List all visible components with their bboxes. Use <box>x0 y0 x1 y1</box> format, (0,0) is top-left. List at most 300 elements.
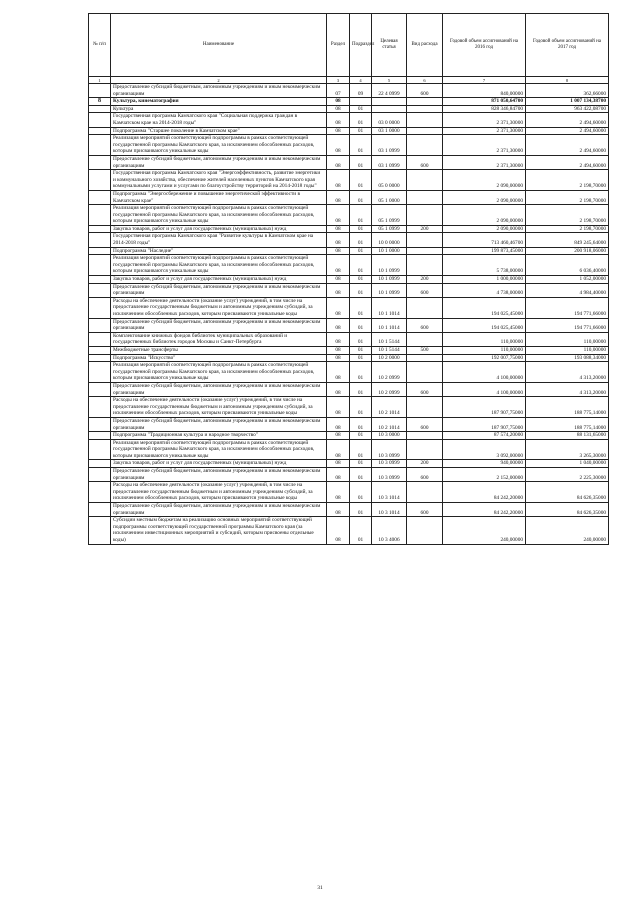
row-podrazdel: 01 <box>350 105 372 113</box>
row-amount-2016: 2 152,00000 <box>443 468 526 482</box>
row-amount-2017: 2 494,60000 <box>526 113 609 127</box>
row-razdel: 08 <box>327 397 350 418</box>
row-name: Предоставление субсидий бюджетным, автономным учреждениям и иным некоммерческим организациям <box>111 84 327 98</box>
row-number <box>89 503 111 517</box>
row-amount-2017: 188 775,14000 <box>526 417 609 431</box>
row-number <box>89 397 111 418</box>
row-razdel: 08 <box>327 468 350 482</box>
row-amount-2017: 194 771,66000 <box>526 297 609 318</box>
row-razdel: 08 <box>327 417 350 431</box>
row-amount-2017: 84 626,35000 <box>526 503 609 517</box>
row-target-article: 10 2 0000 <box>372 354 407 362</box>
table-row <box>89 318 609 332</box>
row-expense-type <box>407 432 443 440</box>
row-number <box>89 432 111 440</box>
row-target-article: 10 2 0999 <box>372 382 407 396</box>
table-row <box>89 397 609 418</box>
table-row <box>89 482 609 503</box>
row-target-article: 10 1 0000 <box>372 247 407 255</box>
row-number: 8 <box>89 98 111 106</box>
row-name: Подпрограмма "Искусство" <box>111 354 327 362</box>
row-target-article: 03 1 0999 <box>372 155 407 169</box>
row-amount-2017: 194 771,66000 <box>526 318 609 332</box>
table-row <box>89 170 609 191</box>
row-number <box>89 354 111 362</box>
row-target-article: 22 4 0999 <box>372 84 407 98</box>
row-podrazdel: 01 <box>350 503 372 517</box>
table-row <box>89 439 609 460</box>
row-amount-2017: 193 088,34000 <box>526 354 609 362</box>
row-podrazdel: 01 <box>350 135 372 156</box>
row-expense-type: 500 <box>407 346 443 354</box>
row-amount-2016: 84 242,20000 <box>443 482 526 503</box>
table-row <box>89 127 609 135</box>
row-amount-2017: 2 494,60000 <box>526 127 609 135</box>
table-row <box>89 297 609 318</box>
row-razdel: 08 <box>327 354 350 362</box>
row-amount-2016: 187 907,75000 <box>443 417 526 431</box>
row-amount-2016: 940,00000 <box>443 460 526 468</box>
row-podrazdel: 01 <box>350 113 372 127</box>
row-name: Реализация мероприятий соответствующей подпрограммы в рамках соответствующей государственной программы Камчатского края, за исключением обособленных расходов, которым присваиваются уникальные коды <box>111 439 327 460</box>
row-number <box>89 417 111 431</box>
row-podrazdel: 01 <box>350 432 372 440</box>
row-target-article: 10 3 1014 <box>372 482 407 503</box>
table-row <box>89 432 609 440</box>
row-amount-2016: 713 460,46700 <box>443 233 526 247</box>
row-amount-2017: 1 040,00000 <box>526 460 609 468</box>
row-expense-type <box>407 255 443 276</box>
row-razdel: 08 <box>327 155 350 169</box>
row-amount-2017: 84 626,35000 <box>526 482 609 503</box>
row-target-article: 10 1 1014 <box>372 297 407 318</box>
row-podrazdel: 01 <box>350 417 372 431</box>
table-row <box>89 362 609 383</box>
row-razdel: 08 <box>327 283 350 297</box>
row-podrazdel: 01 <box>350 318 372 332</box>
row-podrazdel: 01 <box>350 482 372 503</box>
row-podrazdel: 01 <box>350 382 372 396</box>
column-number: 8 <box>526 77 609 84</box>
row-amount-2017: 4 313,20000 <box>526 382 609 396</box>
row-name: Государственная программа Камчатского края "Энергоэффективность, развитие энергетики и коммунального хозяйства, обеспечение жителей населенных пунктов Камчатского края коммунальными услугами и услугами по благоустройству территорий на 2014-2018 годы" <box>111 170 327 191</box>
row-amount-2016: 110,00000 <box>443 346 526 354</box>
row-number <box>89 297 111 318</box>
table-header-row <box>89 14 609 77</box>
row-amount-2016: 187 907,75000 <box>443 397 526 418</box>
row-expense-type <box>407 362 443 383</box>
row-number <box>89 362 111 383</box>
row-amount-2016: 2 371,30000 <box>443 155 526 169</box>
column-number: 1 <box>89 77 111 84</box>
row-name: Реализация мероприятий соответствующей подпрограммы в рамках соответствующей государственной программы Камчатского края, за исключением обособленных расходов, которым присваиваются уникальные коды <box>111 205 327 226</box>
row-target-article: 05 0 0000 <box>372 170 407 191</box>
table-row <box>89 155 609 169</box>
column-number-row <box>89 77 609 84</box>
row-amount-2016: 4 100,00000 <box>443 382 526 396</box>
row-target-article: 10 3 1014 <box>372 503 407 517</box>
row-expense-type: 600 <box>407 382 443 396</box>
row-podrazdel: 01 <box>350 127 372 135</box>
row-amount-2016: 3 092,00000 <box>443 439 526 460</box>
row-number <box>89 276 111 284</box>
row-amount-2017: 2 494,60000 <box>526 155 609 169</box>
row-target-article: 10 3 0999 <box>372 439 407 460</box>
row-name: Подпрограмма "Старшее поколение в Камчатском крае" <box>111 127 327 135</box>
row-amount-2016: 2 371,30000 <box>443 127 526 135</box>
row-amount-2017: 240,00000 <box>526 517 609 544</box>
row-target-article: 10 3 4006 <box>372 517 407 544</box>
row-amount-2016: 828 346,84700 <box>443 105 526 113</box>
row-razdel: 08 <box>327 170 350 191</box>
row-target-article: 10 3 0999 <box>372 468 407 482</box>
row-name: Подпрограмма "Наследие" <box>111 247 327 255</box>
table-row <box>89 205 609 226</box>
table-row <box>89 84 609 98</box>
row-podrazdel: 09 <box>350 84 372 98</box>
row-expense-type: 200 <box>407 276 443 284</box>
row-podrazdel: 01 <box>350 170 372 191</box>
row-name: Субсидии местным бюджетам на реализацию основных мероприятий соответствующей подпрограммы соответствующей государственной программы Камчатского края (за исключением инвестиционных мероприятий и субсидий, которым присвоены отдельные коды) <box>111 517 327 544</box>
row-podrazdel: 01 <box>350 439 372 460</box>
row-expense-type <box>407 170 443 191</box>
row-razdel: 08 <box>327 382 350 396</box>
row-expense-type: 600 <box>407 283 443 297</box>
row-expense-type: 600 <box>407 417 443 431</box>
header-razdel: Раздел <box>327 14 350 77</box>
row-name: Подпрограмма "Энергосбережение и повышение энергетической эффективности в Камчатском крае" <box>111 190 327 204</box>
row-name: Расходы на обеспечение деятельности (оказание услуг) учреждений, в том числе на предоставление государственным бюджетным и автономным учреждениям субсидий, за исключением обособленных расходов, которым присваиваются уникальные коды <box>111 482 327 503</box>
row-amount-2016: 2 090,00000 <box>443 205 526 226</box>
row-amount-2017: 362,66000 <box>526 84 609 98</box>
row-amount-2016: 4 100,00000 <box>443 362 526 383</box>
table-row <box>89 460 609 468</box>
row-expense-type <box>407 190 443 204</box>
row-expense-type <box>407 397 443 418</box>
row-amount-2017: 88 131,65000 <box>526 432 609 440</box>
row-razdel: 08 <box>327 439 350 460</box>
table-row <box>89 113 609 127</box>
row-podrazdel <box>350 98 372 106</box>
row-target-article: 03 1 0000 <box>372 127 407 135</box>
row-amount-2016: 194 025,45000 <box>443 297 526 318</box>
row-target-article: 10 3 0999 <box>372 460 407 468</box>
row-podrazdel: 01 <box>350 362 372 383</box>
row-expense-type <box>407 247 443 255</box>
table-row <box>89 503 609 517</box>
row-target-article: 10 2 0999 <box>372 362 407 383</box>
row-number <box>89 233 111 247</box>
table-row <box>89 225 609 233</box>
row-razdel: 08 <box>327 318 350 332</box>
row-podrazdel: 01 <box>350 354 372 362</box>
row-amount-2017: 1 052,00000 <box>526 276 609 284</box>
column-number: 6 <box>407 77 443 84</box>
row-name: Предоставление субсидий бюджетным, автономным учреждениям и иным некоммерческим организациям <box>111 155 327 169</box>
row-razdel: 08 <box>327 346 350 354</box>
row-podrazdel: 01 <box>350 397 372 418</box>
row-podrazdel: 01 <box>350 205 372 226</box>
table-row <box>89 517 609 544</box>
row-target-article: 10 2 1014 <box>372 397 407 418</box>
row-name: Предоставление субсидий бюджетным, автономным учреждениям и иным некоммерческим организациям <box>111 283 327 297</box>
row-target-article: 10 1 0999 <box>372 255 407 276</box>
row-amount-2016: 840,00000 <box>443 84 526 98</box>
row-amount-2017: 6 036,40000 <box>526 255 609 276</box>
row-amount-2017: 2 494,60000 <box>526 135 609 156</box>
row-target-article: 03 0 0000 <box>372 113 407 127</box>
row-target-article: 05 1 0999 <box>372 225 407 233</box>
table-row <box>89 276 609 284</box>
row-razdel: 08 <box>327 113 350 127</box>
column-number: 7 <box>443 77 526 84</box>
row-amount-2016: 5 738,00000 <box>443 255 526 276</box>
row-expense-type: 600 <box>407 155 443 169</box>
row-razdel: 08 <box>327 135 350 156</box>
row-name: Реализация мероприятий соответствующей подпрограммы в рамках соответствующей государственной программы Камчатского края, за исключением обособленных расходов, которым присваиваются уникальные коды <box>111 135 327 156</box>
row-amount-2017: 110,00000 <box>526 332 609 346</box>
row-name: Подпрограмма "Традиционная культура и народное творчество" <box>111 432 327 440</box>
row-razdel: 08 <box>327 127 350 135</box>
row-razdel: 08 <box>327 225 350 233</box>
row-razdel: 08 <box>327 517 350 544</box>
row-number <box>89 155 111 169</box>
row-target-article: 10 1 0999 <box>372 276 407 284</box>
row-amount-2016: 2 371,30000 <box>443 135 526 156</box>
table-row <box>89 190 609 204</box>
row-razdel: 08 <box>327 297 350 318</box>
row-number <box>89 517 111 544</box>
row-expense-type <box>407 98 443 106</box>
row-podrazdel: 01 <box>350 297 372 318</box>
row-number <box>89 190 111 204</box>
table-row <box>89 468 609 482</box>
row-number <box>89 170 111 191</box>
header-expense-type: Вид расхода <box>407 14 443 77</box>
row-amount-2017: 2 225,30000 <box>526 468 609 482</box>
row-expense-type: 600 <box>407 503 443 517</box>
row-target-article: 10 1 5144 <box>372 346 407 354</box>
row-name: Комплектование книжных фондов библиотек муниципальных образований и государственных библиотек городов Москвы и Санкт-Петербурга <box>111 332 327 346</box>
row-number <box>89 113 111 127</box>
row-razdel: 08 <box>327 482 350 503</box>
table-row <box>89 332 609 346</box>
table-row <box>89 283 609 297</box>
row-number <box>89 247 111 255</box>
row-number <box>89 205 111 226</box>
row-podrazdel: 01 <box>350 468 372 482</box>
row-number <box>89 105 111 113</box>
row-amount-2016: 2 090,00000 <box>443 170 526 191</box>
row-target-article <box>372 105 407 113</box>
row-expense-type <box>407 517 443 544</box>
table-row <box>89 247 609 255</box>
row-expense-type: 600 <box>407 468 443 482</box>
row-amount-2017: 1 007 134,38700 <box>526 98 609 106</box>
row-name: Расходы на обеспечение деятельности (оказание услуг) учреждений, в том числе на предоставление государственным бюджетным и автономным учреждениям субсидий, за исключением обособленных расходов, которым присваиваются уникальные коды <box>111 297 327 318</box>
row-name: Закупка товаров, работ и услуг для государственных (муниципальных) нужд <box>111 460 327 468</box>
row-podrazdel: 01 <box>350 233 372 247</box>
row-podrazdel: 01 <box>350 332 372 346</box>
row-name: Государственная программа Камчатского края "Развитие культуры в Камчатском крае на 2014-2018 годы" <box>111 233 327 247</box>
row-name: Межбюджетные трансферты <box>111 346 327 354</box>
row-amount-2016: 87 574,20000 <box>443 432 526 440</box>
row-amount-2017: 2 198,70000 <box>526 170 609 191</box>
row-name: Расходы на обеспечение деятельности (оказание услуг) учреждений, в том числе на предоставление государственным бюджетным и автономным учреждениям субсидий, за исключением обособленных расходов, которым присваиваются уникальные коды <box>111 397 327 418</box>
row-razdel: 08 <box>327 205 350 226</box>
row-razdel: 08 <box>327 460 350 468</box>
row-razdel: 07 <box>327 84 350 98</box>
table-row <box>89 382 609 396</box>
row-podrazdel: 01 <box>350 276 372 284</box>
row-target-article: 10 1 0999 <box>372 283 407 297</box>
row-expense-type <box>407 332 443 346</box>
row-target-article: 10 2 1014 <box>372 417 407 431</box>
row-target-article: 10 3 0000 <box>372 432 407 440</box>
table-row <box>89 105 609 113</box>
header-podrazdel: Подраздел <box>350 14 372 77</box>
table-row <box>89 233 609 247</box>
row-amount-2017: 200 918,06000 <box>526 247 609 255</box>
row-number <box>89 382 111 396</box>
row-podrazdel: 01 <box>350 346 372 354</box>
row-target-article: 10 1 5144 <box>372 332 407 346</box>
row-target-article: 05 1 0999 <box>372 205 407 226</box>
row-expense-type: 200 <box>407 225 443 233</box>
row-name: Закупка товаров, работ и услуг для государственных (муниципальных) нужд <box>111 225 327 233</box>
row-amount-2017: 188 775,14000 <box>526 397 609 418</box>
row-amount-2016: 2 090,00000 <box>443 225 526 233</box>
row-name: Реализация мероприятий соответствующей подпрограммы в рамках соответствующей государственной программы Камчатского края, за исключением обособленных расходов, которым присваиваются уникальные коды <box>111 362 327 383</box>
row-amount-2016: 240,00000 <box>443 517 526 544</box>
header-number: № п/п <box>89 14 111 77</box>
header-target-article: Целевая статья <box>372 14 407 77</box>
row-expense-type <box>407 233 443 247</box>
row-amount-2017: 849 245,64000 <box>526 233 609 247</box>
row-name: Культура, кинематография <box>111 98 327 106</box>
table-row <box>89 346 609 354</box>
row-expense-type: 200 <box>407 460 443 468</box>
row-name: Предоставление субсидий бюджетным, автономным учреждениям и иным некоммерческим организациям <box>111 382 327 396</box>
row-amount-2016: 871 050,64700 <box>443 98 526 106</box>
row-amount-2016: 2 371,30000 <box>443 113 526 127</box>
row-expense-type <box>407 113 443 127</box>
row-expense-type: 600 <box>407 84 443 98</box>
row-name: Реализация мероприятий соответствующей подпрограммы в рамках соответствующей государственной программы Камчатского края, за исключением обособленных расходов, которым присваиваются уникальные коды <box>111 255 327 276</box>
row-amount-2017: 2 198,70000 <box>526 190 609 204</box>
row-expense-type <box>407 105 443 113</box>
row-podrazdel: 01 <box>350 155 372 169</box>
row-amount-2016: 192 007,75000 <box>443 354 526 362</box>
row-expense-type <box>407 135 443 156</box>
column-number: 2 <box>111 77 327 84</box>
row-amount-2016: 2 090,00000 <box>443 190 526 204</box>
row-number <box>89 460 111 468</box>
row-amount-2016: 110,00000 <box>443 332 526 346</box>
row-target-article <box>372 98 407 106</box>
row-podrazdel: 01 <box>350 247 372 255</box>
row-amount-2017: 3 265,30000 <box>526 439 609 460</box>
row-razdel: 08 <box>327 105 350 113</box>
row-expense-type: 600 <box>407 318 443 332</box>
header-amount-2017: Годовой объем ассигнований на 2017 год <box>526 14 609 77</box>
row-expense-type <box>407 205 443 226</box>
row-number <box>89 135 111 156</box>
row-razdel: 08 <box>327 233 350 247</box>
row-podrazdel: 01 <box>350 225 372 233</box>
row-amount-2017: 963 422,08700 <box>526 105 609 113</box>
table-row <box>89 255 609 276</box>
row-target-article: 05 1 0000 <box>372 190 407 204</box>
row-name: Предоставление субсидий бюджетным, автономным учреждениям и иным некоммерческим организациям <box>111 468 327 482</box>
page-number: 31 <box>317 885 323 891</box>
table-row <box>89 98 609 106</box>
row-number <box>89 255 111 276</box>
row-expense-type <box>407 439 443 460</box>
row-number <box>89 346 111 354</box>
row-razdel: 08 <box>327 276 350 284</box>
row-podrazdel: 01 <box>350 190 372 204</box>
row-number <box>89 283 111 297</box>
row-expense-type <box>407 297 443 318</box>
row-number <box>89 127 111 135</box>
row-name: Государственная программа Камчатского края "Социальная поддержка граждан в Камчатском крае на 2014-2018 годы" <box>111 113 327 127</box>
row-name: Предоставление субсидий бюджетным, автономным учреждениям и иным некоммерческим организациям <box>111 417 327 431</box>
row-number <box>89 225 111 233</box>
row-number <box>89 482 111 503</box>
row-razdel: 08 <box>327 332 350 346</box>
row-number <box>89 84 111 98</box>
row-podrazdel: 01 <box>350 460 372 468</box>
row-name: Культура <box>111 105 327 113</box>
row-name: Предоставление субсидий бюджетным, автономным учреждениям и иным некоммерческим организациям <box>111 503 327 517</box>
column-number: 3 <box>327 77 350 84</box>
row-target-article: 10 0 0000 <box>372 233 407 247</box>
row-amount-2016: 4 738,00000 <box>443 283 526 297</box>
row-expense-type <box>407 127 443 135</box>
row-amount-2017: 2 198,70000 <box>526 205 609 226</box>
row-razdel: 08 <box>327 503 350 517</box>
header-name: Наименование <box>111 14 327 77</box>
row-razdel: 08 <box>327 255 350 276</box>
budget-table <box>88 13 609 545</box>
row-number <box>89 468 111 482</box>
row-name: Закупка товаров, работ и услуг для государственных (муниципальных) нужд <box>111 276 327 284</box>
row-number <box>89 439 111 460</box>
row-amount-2017: 4 313,20000 <box>526 362 609 383</box>
row-razdel: 08 <box>327 98 350 106</box>
table-row <box>89 135 609 156</box>
row-amount-2017: 2 198,70000 <box>526 225 609 233</box>
row-podrazdel: 01 <box>350 517 372 544</box>
row-amount-2017: 4 984,40000 <box>526 283 609 297</box>
row-number <box>89 332 111 346</box>
row-razdel: 08 <box>327 362 350 383</box>
row-amount-2016: 199 873,45000 <box>443 247 526 255</box>
row-target-article: 10 1 1014 <box>372 318 407 332</box>
column-number: 4 <box>350 77 372 84</box>
row-target-article: 03 1 0999 <box>372 135 407 156</box>
row-expense-type <box>407 354 443 362</box>
row-amount-2016: 1 000,00000 <box>443 276 526 284</box>
header-amount-2016: Годовой объем ассигнований на 2016 год <box>443 14 526 77</box>
row-expense-type <box>407 482 443 503</box>
column-number: 5 <box>372 77 407 84</box>
row-razdel: 08 <box>327 190 350 204</box>
row-amount-2016: 194 025,45000 <box>443 318 526 332</box>
row-name: Предоставление субсидий бюджетным, автономным учреждениям и иным некоммерческим организациям <box>111 318 327 332</box>
table-row <box>89 417 609 431</box>
